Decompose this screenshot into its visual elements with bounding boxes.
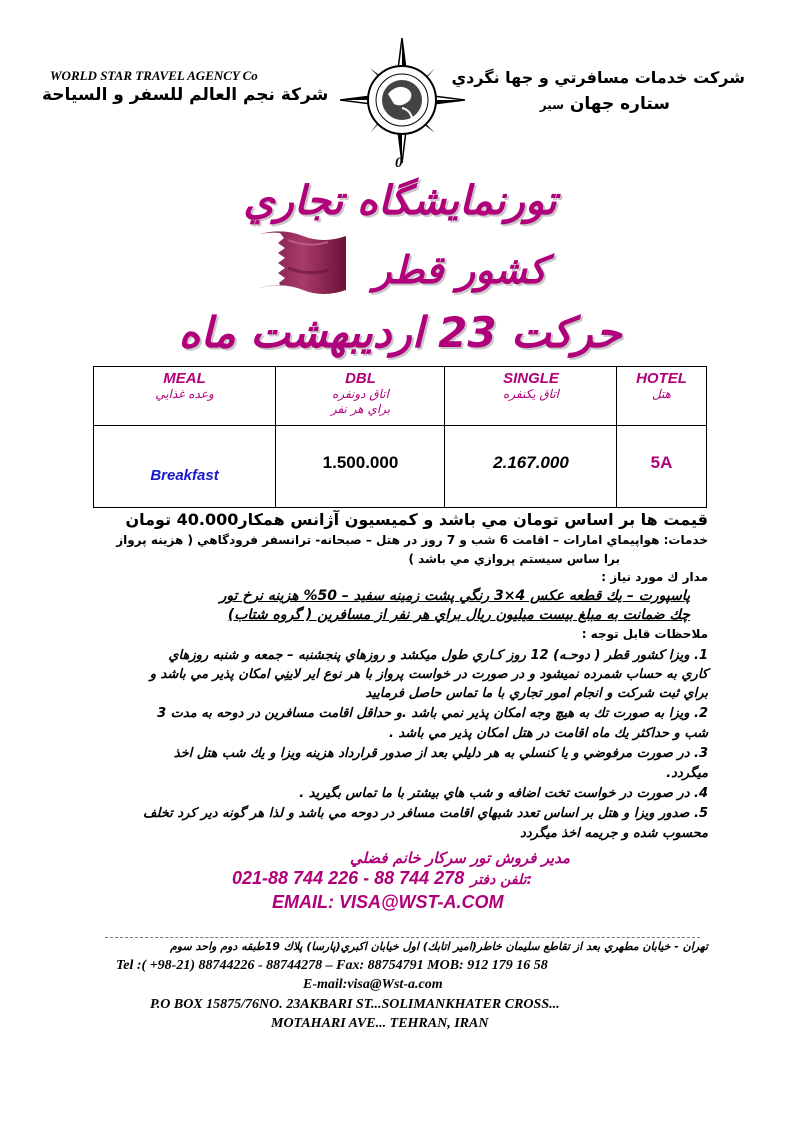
footer-city: MOTAHARI AVE... TEHRAN, IRAN — [271, 1016, 489, 1031]
company-name-en: WORLD STAR TRAVEL AGENCY Co — [50, 68, 258, 83]
col-header-fa: هتل — [651, 387, 672, 401]
dbl-price: 1.500.000 — [322, 453, 399, 472]
table-col-single — [444, 367, 617, 507]
remarks-title: ملاحظات قابل توجه : — [581, 627, 708, 641]
footer-email[interactable]: E-mail:visa@Wst-a.com — [303, 977, 443, 992]
compass-logo-icon — [340, 38, 465, 163]
table-col-hotel — [616, 367, 706, 507]
remark-line: 4. در صورت در خواست تخت اضافه و شب هاي بيشتر با ما تماس بگيريد . — [299, 786, 708, 801]
remark-line: كاري به حساب شمرده نميشود و در صورت در خواست پرواز با هر نوع اير لاينِي امكان پذير مي باشد و — [149, 667, 708, 682]
col-header-en: MEAL — [163, 370, 206, 387]
remark-line: ميگردد. — [666, 766, 708, 781]
country-title: كشور قطر — [373, 248, 547, 292]
company-brand-fa — [540, 94, 670, 114]
docs-line-1: پاسپورت – يك قطعه عكس 4×3 رنگي پشت زمينه سفيد – 50% هزينه نرخ تور — [219, 588, 690, 604]
contact-email[interactable]: EMAIL: VISA@WST-A.COM — [272, 892, 504, 912]
meal-value: Breakfast — [150, 467, 219, 484]
sales-manager: مدير فروش تور سركار خانم فضلي — [349, 849, 570, 867]
remark-line: شب و حداكثر يك ماه اقامت در هتل امكان پذير مي باشد . — [388, 726, 708, 741]
tour-title: تورنمايشگاه تجاري — [243, 178, 557, 224]
col-header-en: DBL — [345, 370, 376, 387]
office-phone — [232, 868, 612, 889]
price-table — [93, 366, 707, 508]
brand-name: ستاره جهان — [569, 94, 670, 114]
brand-suffix: سير — [539, 98, 564, 112]
company-name-fa: شركت خدمات مسافرتي و جها نگردي — [451, 68, 745, 87]
services-line: خدمات: هواپيماي امارات – اقامت 6 شب و 7 روز در هتل – صبحانه- ترانسفر فرودگاهي ( هزينه پرواز — [116, 533, 708, 547]
table-col-dbl — [275, 367, 445, 507]
remark-line: 3. در صورت مرفوضي و يا كنسلي به هر دليلي بعد از صدور قرارداد هزينه ويزا و يك شب هتل اخذ — [173, 746, 708, 761]
footer-divider — [105, 937, 700, 938]
qatar-flag-icon — [258, 228, 348, 300]
phone-numbers: 021-88 744 226 - 88 744 278 — [232, 868, 465, 888]
footer-pobox: P.O BOX 15875/76NO. 23AKBARI ST...SOLIMANKHATER CROSS... — [150, 997, 560, 1012]
remark-line: 1. ويزا كشور قطر ( دوحـه) 12 روز كـاري طول ميكشد و روزهاي پنجشنبه – جمعه و شنبه روزهاي — [168, 648, 708, 663]
company-name-ar: شركة نجم العالم للسفر و السياحة — [42, 85, 329, 105]
departure-title: حركت 23 ارديبهشت ماه — [178, 308, 622, 357]
remark-line: 5. صدور ويزا و هتل بر اساس تعدد شبهاي اقامت مسافر در دوحه مي باشد و لذا هر گونه دير كرد تخلف — [143, 806, 708, 821]
table-col-meal — [94, 367, 275, 507]
footer-address-fa: تهران - خيابان مطهري بعد از تقاطع سليمان خاطر(امير اتابك) اول خيابان اكبري(پارسا) پلاك 19طبقه دوم واحد سوم — [169, 940, 708, 953]
single-price: 2.167.000 — [493, 453, 569, 472]
price-commission-line: قيمت ها بر اساس تومان مي باشد و كميسيون آژانس همكار40.000 تومان — [125, 510, 708, 529]
remark-line: 2. ويزا به صورت تك به هيچ وجه امكان پذير نمي باشد .و حداقل اقامت مسافرين در دوحه به مدت 3 — [157, 706, 708, 721]
page-number: 0 — [395, 155, 403, 171]
remark-line: براي ثبت شركت و انجام امور تجاري با ما تماس حاصل فرماييد — [365, 686, 708, 701]
remark-line: محسوب شده و جريمه اخذ ميگردد — [520, 826, 708, 841]
col-header-en: SINGLE — [503, 370, 559, 387]
col-header-fa: اتاق دونفره براي هر نفر — [330, 387, 391, 416]
phone-label: تلفن دفتر: — [470, 872, 533, 888]
hotel-rating: 5A — [650, 453, 673, 472]
col-header-en: HOTEL — [636, 370, 687, 387]
docs-line-2: چك ضمانت به مبلغ بيست ميليون ريال براي هر نفر از مسافرين ( گروه شتاب) — [227, 607, 690, 623]
footer-tel: Tel :( +98-21) 88744226 - 88744278 – Fax: 88754791 MOB: 912 179 16 58 — [116, 958, 548, 973]
services-line-2: برا ساس سيستم پروازي مي باشد ) — [408, 552, 620, 566]
docs-title: مدار ك مورد نياز : — [601, 570, 708, 584]
col-header-fa: اتاق يكنفره — [502, 387, 560, 401]
col-header-fa: وعده غذايي — [155, 387, 214, 401]
